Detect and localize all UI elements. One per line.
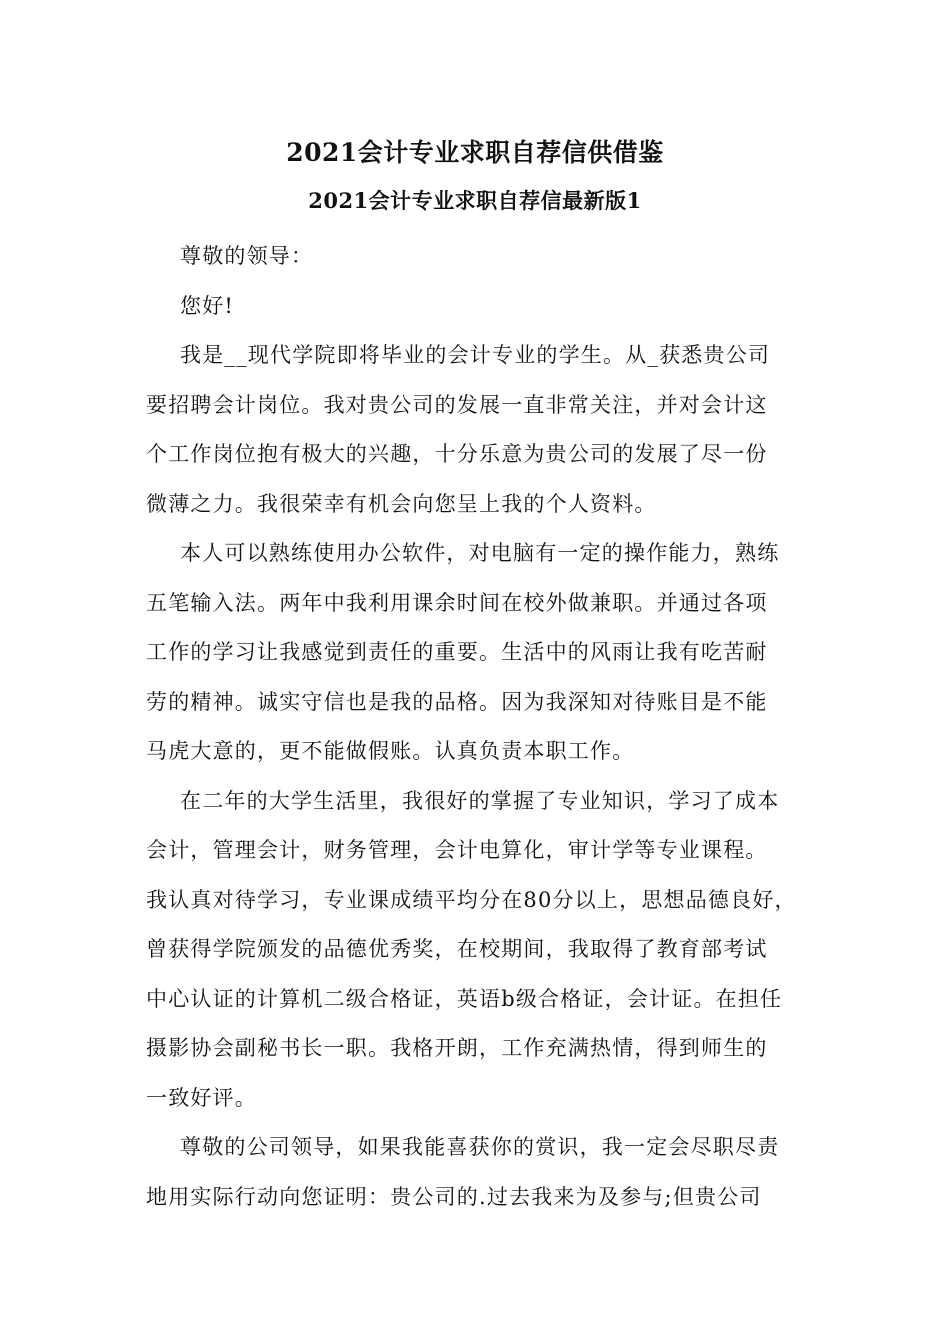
paragraph-line: 一致好评。 — [146, 1085, 257, 1110]
paragraph-line: 个工作岗位抱有极大的兴趣，十分乐意为贵公司的发展了尽一份 — [146, 442, 768, 466]
letter-body — [146, 232, 796, 1222]
paragraph-line: 曾获得学院颁发的品德优秀奖，在校期间，我取得了教育部考试 — [146, 937, 768, 961]
document-title: 2021会计专业求职自荐信供借鉴 — [286, 138, 664, 167]
greeting: 您好! — [180, 293, 235, 318]
paragraph-line: 五笔输入法。两年中我利用课余时间在校外做兼职。并通过各项 — [146, 590, 768, 615]
paragraph-line: 摄影协会副秘书长一职。我格开朗，工作充满热情，得到师生的 — [146, 1036, 768, 1060]
paragraph-line: 会计，管理会计，财务管理，会计电算化，审计学等专业课程。 — [146, 838, 768, 862]
paragraph-line: 我是__现代学院即将毕业的会计专业的学生。从_获悉贵公司 — [180, 343, 771, 367]
paragraph-line: 马虎大意的，更不能做假账。认真负责本职工作。 — [146, 739, 635, 763]
paragraph-line: 地用实际行动向您证明：贵公司的.过去我来为及参与;但贵公司 — [146, 1184, 762, 1209]
paragraph-line: 工作的学习让我感觉到责任的重要。生活中的风雨让我有吃苦耐 — [146, 640, 768, 664]
paragraph-line: 尊敬的公司领导，如果我能喜获你的赏识，我一定会尽职尽责 — [180, 1135, 780, 1159]
document-subtitle: 2021会计专业求职自荐信最新版1 — [308, 188, 642, 213]
paragraph-line: 微薄之力。我很荣幸有机会向您呈上我的个人资料。 — [146, 491, 657, 516]
paragraph-line: 要招聘会计岗位。我对贵公司的发展一直非常关注，并对会计这 — [146, 392, 768, 417]
paragraph-line: 在二年的大学生活里，我很好的掌握了专业知识，学习了成本 — [180, 788, 780, 813]
paragraph-line: 我认真对待学习，专业课成绩平均分在80分以上，思想品德良好， — [146, 887, 797, 912]
paragraph-line: 本人可以熟练使用办公软件，对电脑有一定的操作能力，熟练 — [180, 541, 780, 565]
salutation: 尊敬的领导： — [180, 244, 314, 268]
paragraph-line: 劳的精神。诚实守信也是我的品格。因为我深知对待账目是不能 — [146, 689, 768, 714]
paragraph-line: 中心认证的计算机二级合格证，英语b级合格证，会计证。在担任 — [146, 986, 783, 1011]
